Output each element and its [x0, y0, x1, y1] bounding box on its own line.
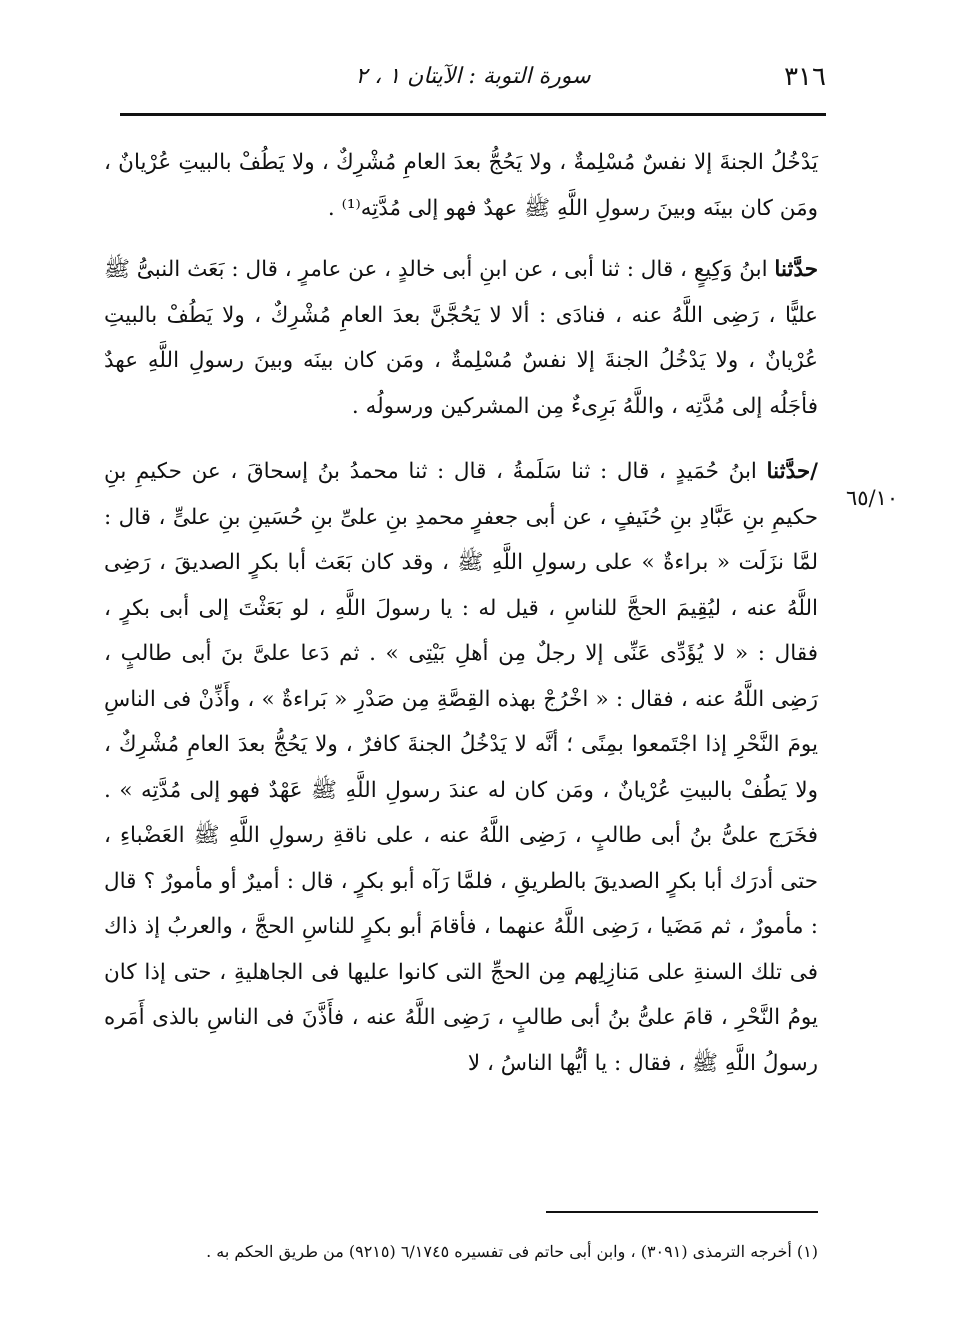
- paragraph-2-lead: حدَّثنا: [774, 257, 818, 282]
- header-rule: [120, 113, 826, 116]
- footnote: (١) أخرجه الترمذى (٣٠٩١) ، وابن أبى حاتم فى تفسيره ٦/١٧٤٥ (٩٢١٥) من طريق الحكم به .: [206, 1242, 818, 1261]
- footnote-rule: [546, 1211, 818, 1213]
- page-number: ٣١٦: [784, 62, 826, 92]
- paragraph-3: [104, 449, 818, 1086]
- running-title: سورة التوبة : الآيتان ١ ، ٢: [355, 64, 591, 89]
- paragraph-1: [104, 140, 818, 231]
- margin-reference: ٦٥/١٠: [846, 486, 899, 510]
- paragraph-3-text: ابنُ حُمَيدٍ ، قال : ثنا سَلَمةُ ، قال : ثنا محمدُ بنُ إسحاقَ ، عن حكيمِ بنِ حكيمِ بنِ عَبَّادِ بنِ حُنَيفٍ ، عن أبى جعفرٍ محمدِ بنِ علىِّ بنِ حُسَينِ بنِ علىٍّ ، قال : لمَّا نزَلَت « براءةٌ » على رسولِ اللَّهِ ﷺ ، وقد كان بَعَث أبا بكرٍ الصديقَ ، رَضِى اللَّهُ عنه ، ليُقِيمَ الحجَّ للناسِ ، قيل له : يا رسولَ اللَّهِ ، لو بَعَثْتَ إلى أبى بكرٍ ، فقال : « لا يُؤَدِّى عَنِّى إلا رجلٌ مِن أهلِ بَيْتِى » . ثم دَعا علىَّ بنَ أبى طالبٍ ، رَضِى اللَّهُ عنه ، فقال : « اخْرُجْ بهذه القِصَّةِ مِن صَدْرِ « بَراءةٌ » ، وأَذِّنْ فى الناسِ يومَ النَّحْرِ إذا اجْتَمعوا بمِنًى ؛ أنَّه لا يَدْخُلُ الجنةَ كافرٌ ، ولا يَحُجُّ بعدَ العامِ مُشْرِكٌ ، ولا يَطُفْ بالبيتِ عُرْيانٌ ، ومَن كان له عندَ رسولِ اللَّهِ ﷺ عَهْدٌ فهو إلى مُدَّتِه » . فخَرَج علىُّ بنُ أبى طالبٍ ، رَضِى اللَّهُ عنه ، على ناقةِ رسولِ اللَّهِ ﷺ العَضْباءِ ، حتى أدرَك أبا بكرٍ الصديقَ بالطريقِ ، فلمَّا رَآه أبو بكرٍ ، قال : أميرٌ أو مأمورٌ ؟ قال : مأمورٌ ، ثم مَضَيا ، رَضِى اللَّهُ عنهما ، فأقامَ أبو بكرٍ للناسِ الحجَّ ، والعربُ إذ ذاك فى تلك السنةِ على مَنازِلِهم مِن الحجِّ التى كانوا عليها فى الجاهليةِ ، حتى إذا كان يومُ النَّحْرِ ، قامَ علىُّ بنُ أبى طالبٍ ، رَضِى اللَّهُ عنه ، فأَذَّنَ فى الناسِ بالذى أَمَره رسولُ اللَّهِ ﷺ ، فقال : يا أيُّها الناسُ ، لا: [104, 459, 818, 1076]
- paragraph-2-text: ابنُ وَكِيعٍ ، قال : ثنا أبى ، عن ابنِ أبى خالدٍ ، عن عامرٍ ، قال : بَعَث النبىُّ ﷺ عليًّا ، رَضِى اللَّهُ عنه ، فنادَى : ألا لا يَحُجَّنَّ بعدَ العامِ مُشْرِكٌ ، ولا يَطُفْ بالبيتِ عُرْيانٌ ، ولا يَدْخُلُ الجنةَ إلا نفسٌ مُسْلِمةٌ ، ومَن كان بينَه وبينَ رسولِ اللَّهِ عهدٌ فأجَلُه إلى مُدَّتِه ، واللَّهُ بَرِىءٌ مِن المشركين ورسولُه .: [104, 257, 818, 419]
- paragraph-1-text: يَدْخُلُ الجنةَ إلا نفسٌ مُسْلِمةٌ ، ولا يَحُجُّ بعدَ العامِ مُشْرِكٌ ، ولا يَطُفْ بالبيتِ عُرْيانٌ ، ومَن كان بينَه وبينَ رسولِ اللَّهِ ﷺ عهدٌ فهو إلى مُدَّتِه⁽¹⁾ .: [104, 150, 818, 221]
- paragraph-3-lead: /حدَّثنا: [766, 459, 818, 484]
- paragraph-2: [104, 247, 818, 429]
- body-text: [104, 140, 818, 1086]
- page-header: [120, 60, 826, 100]
